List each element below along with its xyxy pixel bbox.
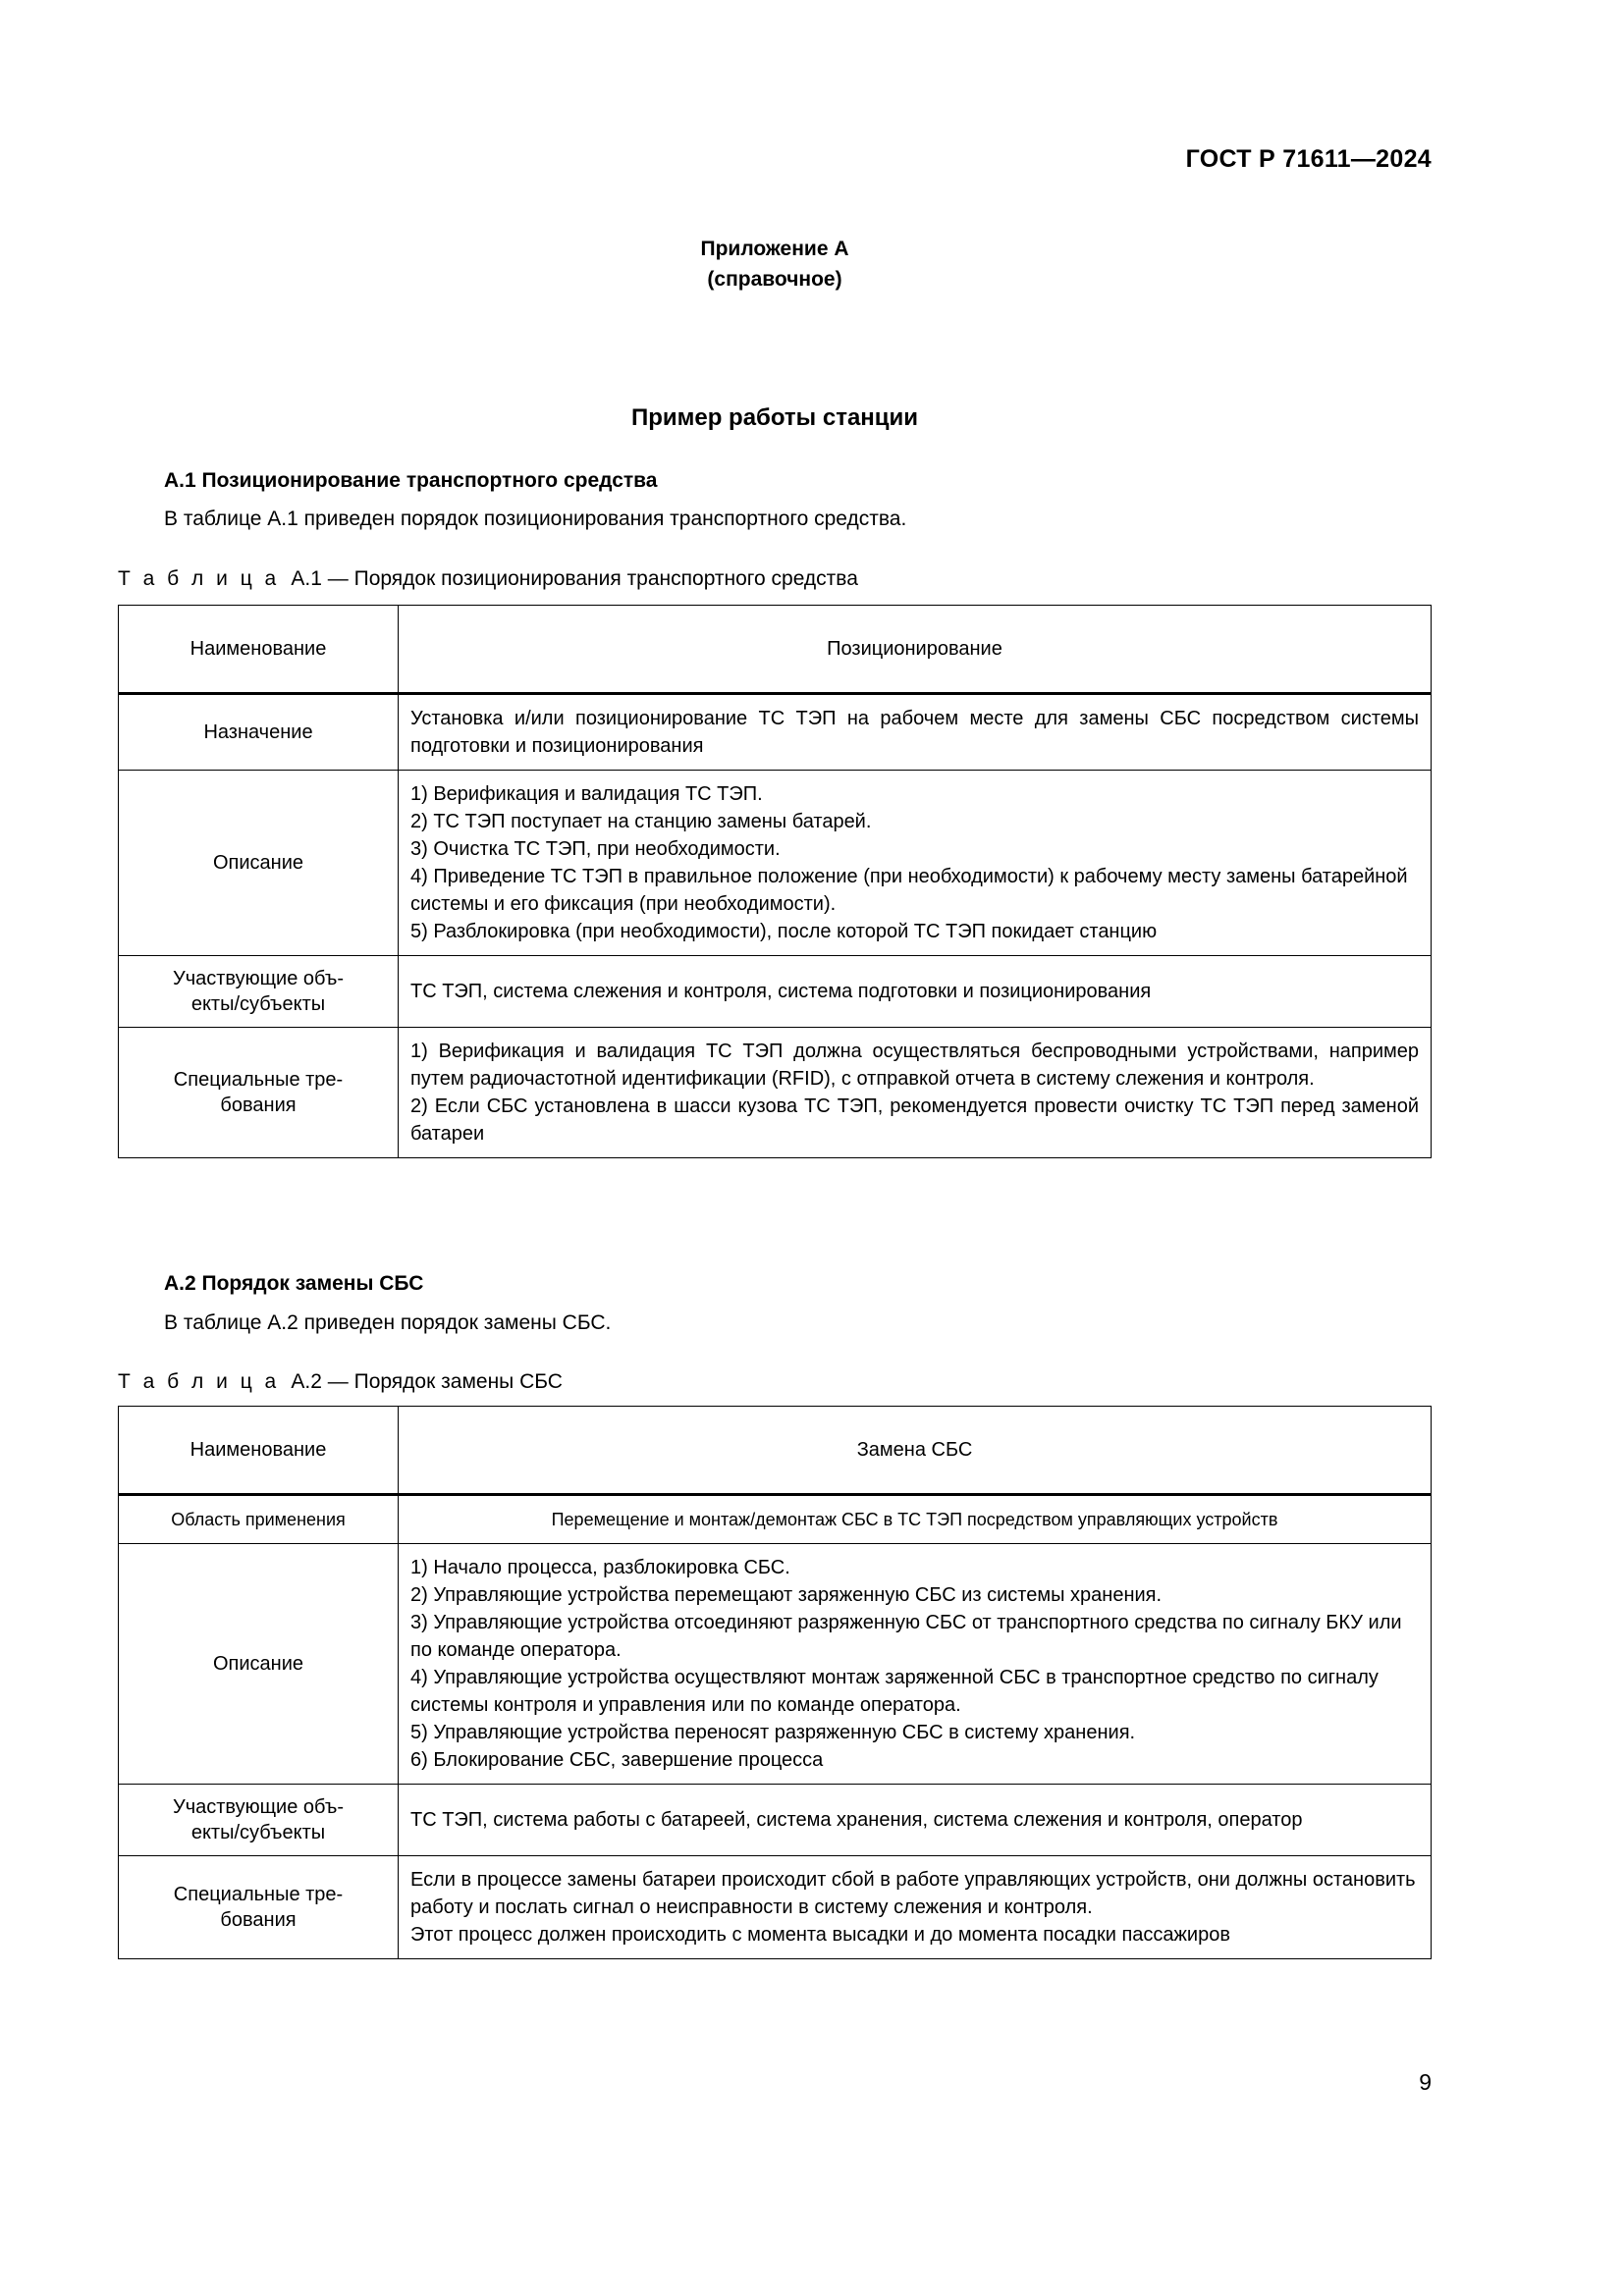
clause-a2-intro: В таблице А.2 приведен порядок замены СБС.	[164, 1311, 612, 1334]
clause-a1-intro-wrap	[118, 507, 1432, 531]
table-row	[119, 1785, 1432, 1856]
table-a1-row1-value: 1) Верификация и валидация ТС ТЭП. 2) ТС ТЭП поступает на станцию замены батарей. 3) Очистка ТС ТЭП, при необходимости. 4) Приведение ТС ТЭП в правильное положение (при необходимости) к рабочему месту замены батарейной системы и его фиксация (при необходимости). 5) Разблокировка (при необходимости), после которой ТС ТЭП покидает станцию	[399, 771, 1432, 956]
table-a1-row3-label: Специальные тре- бования	[119, 1028, 399, 1158]
clause-a1-heading-wrap	[118, 469, 1432, 493]
table-a1-row2-value: ТС ТЭП, система слежения и контроля, система подготовки и позиционирования	[399, 956, 1432, 1028]
table-a2-row1-value: 1) Начало процесса, разблокировка СБС. 2) Управляющие устройства перемещают заряженную СБС из системы хранения. 3) Управляющие устройства отсоединяют разряженную СБС от транспортного средства по сигналу БКУ или по команде оператора. 4) Управляющие устройства осуществляют монтаж заряженной СБС в транспортное средство по сигналу системы контроля и управления или по команде оператора. 5) Управляющие устройства переносят разряженную СБС в систему хранения. 6) Блокирование СБС, завершение процесса	[399, 1544, 1432, 1785]
document-header-standard-number: ГОСТ Р 71611—2024	[1185, 145, 1432, 173]
clause-a2-heading: А.2 Порядок замены СБС	[164, 1272, 424, 1295]
table-a1-caption-prefix: Т а б л и ц а	[118, 567, 280, 590]
table-a2-row3-value: Если в процессе замены батареи происходит сбой в работе управляющих устройств, они должны остановить работу и послать сигнал о неисправности в систему слежения и контроля. Этот процесс должен происходить с момента высадки и до момента посадки пассажиров	[399, 1856, 1432, 1959]
table-a1-caption-rest: А.1 — Порядок позиционирования транспортного средства	[291, 567, 858, 590]
table-a2-row3-label: Специальные тре- бования	[119, 1856, 399, 1959]
table-row	[119, 694, 1432, 771]
table-a2-row0-value: Перемещение и монтаж/демонтаж СБС в ТС ТЭП посредством управляющих устройств	[399, 1495, 1432, 1544]
table-row	[119, 771, 1432, 956]
table-a2-row1-label: Описание	[119, 1544, 399, 1785]
table-a1-row2-label: Участвующие объ- екты/субъекты	[119, 956, 399, 1028]
appendix-title: Приложение А	[700, 238, 849, 260]
table-row	[119, 956, 1432, 1028]
table-a2-caption-wrap	[118, 1370, 1432, 1394]
table-a2-header-row	[119, 1407, 1432, 1495]
table-a1-header-row	[119, 606, 1432, 694]
table-a1-row0-label: Назначение	[119, 694, 399, 771]
table-a1-row3-value: 1) Верификация и валидация ТС ТЭП должна осуществляться беспроводными устройствами, например путем радиочастотной идентификации (RFID), с отправкой отчета в систему слежения и контроля. 2) Если СБС установлена в шасси кузова ТС ТЭП, рекомендуется провести очистку ТС ТЭП перед заменой батареи	[399, 1028, 1432, 1158]
table-row	[119, 1495, 1432, 1544]
table-row	[119, 1856, 1432, 1959]
page-number: 9	[1419, 2069, 1432, 2095]
table-a1	[118, 605, 1432, 1158]
clause-a2-intro-wrap	[118, 1311, 1432, 1335]
table-a2-header-value: Замена СБС	[399, 1407, 1432, 1495]
table-row	[119, 1544, 1432, 1785]
clause-a1-intro: В таблице А.1 приведен порядок позиционирования транспортного средства.	[164, 507, 907, 530]
table-a2-caption-rest: А.2 — Порядок замены СБС	[291, 1370, 563, 1393]
table-a2-caption-prefix: Т а б л и ц а	[118, 1370, 280, 1393]
appendix-title-block	[118, 234, 1432, 294]
table-a1-header-value: Позиционирование	[399, 606, 1432, 694]
table-row	[119, 1028, 1432, 1158]
table-a2-row0-label: Область применения	[119, 1495, 399, 1544]
clause-a2-heading-wrap	[118, 1272, 1432, 1296]
table-a1-row0-value: Установка и/или позиционирование ТС ТЭП на рабочем месте для замены СБС посредством системы подготовки и позиционирования	[399, 694, 1432, 771]
table-a1-header-name: Наименование	[119, 606, 399, 694]
table-a1-caption-wrap	[118, 567, 1432, 591]
clause-a1-heading: А.1 Позиционирование транспортного средства	[164, 469, 658, 492]
appendix-subtitle: (справочное)	[707, 268, 842, 291]
table-a2-row2-label: Участвующие объ- екты/субъекты	[119, 1785, 399, 1856]
table-a2-header-name: Наименование	[119, 1407, 399, 1495]
table-a2-caption	[118, 1370, 1432, 1394]
table-a1-caption	[118, 567, 1432, 591]
table-a2	[118, 1406, 1432, 1959]
table-a1-row1-label: Описание	[119, 771, 399, 956]
table-a2-row2-value: ТС ТЭП, система работы с батареей, система хранения, система слежения и контроля, оператор	[399, 1785, 1432, 1856]
appendix-section-title: Пример работы станции	[630, 404, 919, 431]
